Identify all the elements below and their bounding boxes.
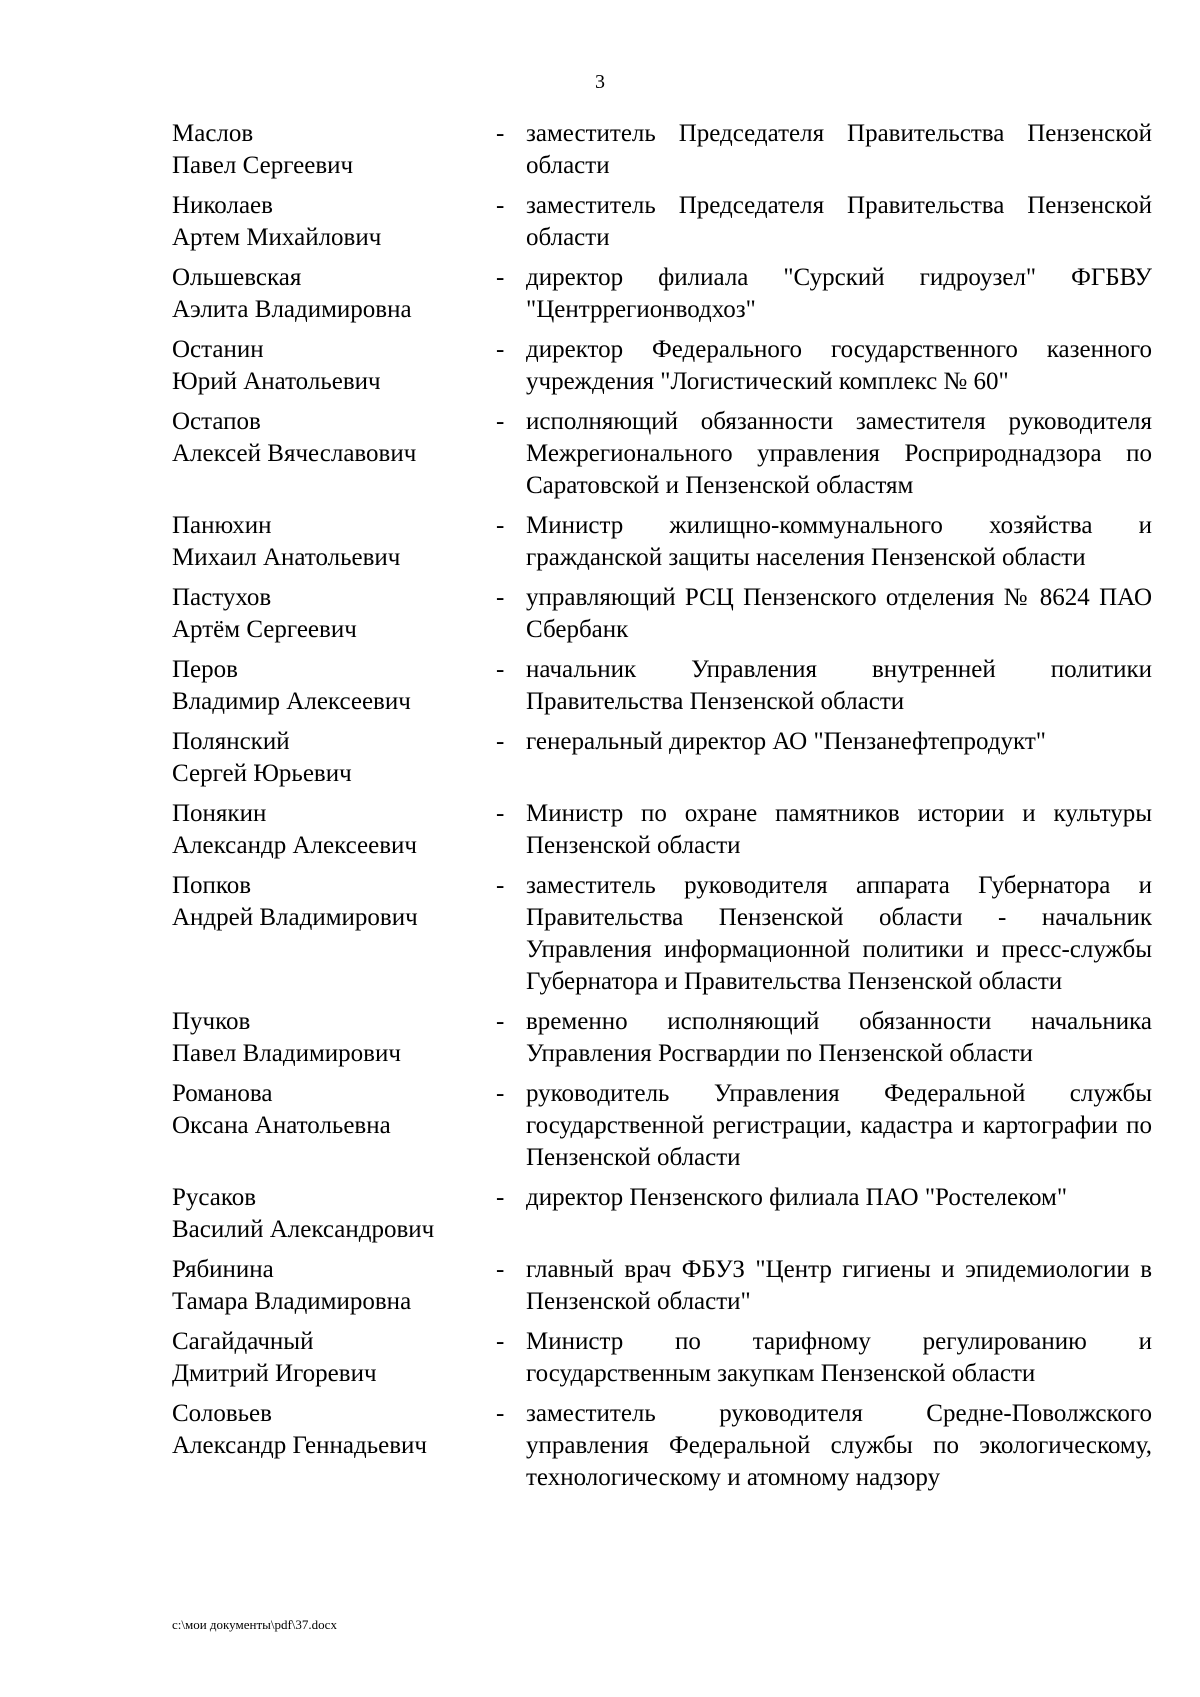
separator-dash: - (496, 872, 505, 899)
member-surname: Маслов (172, 120, 254, 147)
member-row (172, 582, 1152, 646)
member-row (172, 334, 1152, 398)
member-name (172, 654, 496, 718)
member-given-name: Александр Алексеевич (172, 832, 417, 859)
member-surname: Сагайдачный (172, 1328, 314, 1355)
member-row (172, 118, 1152, 182)
member-given-name: Василий Александрович (172, 1216, 435, 1243)
member-given-name: Михаил Анатольевич (172, 544, 401, 571)
member-given-name: Владимир Алексеевич (172, 688, 411, 715)
member-surname: Николаев (172, 192, 273, 219)
member-row (172, 1326, 1152, 1390)
member-row (172, 726, 1152, 790)
member-given-name: Александр Геннадьевич (172, 1432, 427, 1459)
separator-dash: - (496, 264, 505, 291)
member-surname: Полянский (172, 728, 290, 755)
member-row (172, 262, 1152, 326)
member-name (172, 510, 496, 574)
member-role: управляющий РСЦ Пензенского отделения № 8624 ПАО Сбербанк (526, 584, 1152, 643)
member-role: начальник Управления внутренней политики Правительства Пензенской области (526, 656, 1152, 715)
separator-dash: - (496, 1400, 505, 1427)
page-number: 3 (595, 71, 605, 93)
separator-dash: - (496, 1328, 505, 1355)
separator-dash: - (496, 1256, 505, 1283)
member-surname: Ольшевская (172, 264, 302, 291)
member-given-name: Павел Сергеевич (172, 152, 354, 179)
separator-dash: - (496, 408, 505, 435)
separator-dash: - (496, 336, 505, 363)
member-name (172, 726, 496, 790)
member-given-name: Сергей Юрьевич (172, 760, 352, 787)
separator-dash: - (496, 1184, 505, 1211)
separator-dash: - (496, 800, 505, 827)
members-list (172, 118, 1152, 1502)
member-name (172, 582, 496, 646)
member-name (172, 118, 496, 182)
member-role: директор Пензенского филиала ПАО "Ростелеком" (526, 1184, 1068, 1211)
member-role: главный врач ФБУЗ "Центр гигиены и эпидемиологии в Пензенской области" (526, 1256, 1152, 1315)
separator-dash: - (496, 656, 505, 683)
member-given-name: Аэлита Владимировна (172, 296, 412, 323)
member-role: исполняющий обязанности заместителя руководителя Межрегионального управления Росприроднадзора по Саратовской и Пензенской областям (526, 408, 1152, 499)
member-role: заместитель руководителя Средне-Поволжского управления Федеральной службы по экологическому, технологическому и атомному надзору (526, 1400, 1152, 1491)
member-row (172, 1182, 1152, 1246)
member-given-name: Андрей Владимирович (172, 904, 418, 931)
member-role: директор Федерального государственного казенного учреждения "Логистический комплекс № 60" (526, 336, 1152, 395)
member-surname: Романова (172, 1080, 273, 1107)
member-name (172, 1078, 496, 1174)
member-name (172, 334, 496, 398)
member-surname: Русаков (172, 1184, 257, 1211)
member-row (172, 1078, 1152, 1174)
member-role: руководитель Управления Федеральной службы государственной регистрации, кадастра и картографии по Пензенской области (526, 1080, 1152, 1171)
member-role: директор филиала "Сурский гидроузел" ФГБВУ "Центррегионводхоз" (526, 264, 1152, 323)
member-name (172, 1398, 496, 1494)
member-name (172, 1254, 496, 1318)
member-row (172, 1254, 1152, 1318)
member-row (172, 1006, 1152, 1070)
member-role: Министр жилищно-коммунального хозяйства и гражданской защиты населения Пензенской области (526, 512, 1152, 571)
member-row (172, 510, 1152, 574)
member-surname: Попков (172, 872, 252, 899)
member-row (172, 406, 1152, 502)
member-name (172, 1326, 496, 1390)
separator-dash: - (496, 192, 505, 219)
member-given-name: Павел Владимирович (172, 1040, 401, 1067)
member-row (172, 654, 1152, 718)
member-given-name: Оксана Анатольевна (172, 1112, 391, 1139)
member-surname: Остапов (172, 408, 261, 435)
member-given-name: Юрий Анатольевич (172, 368, 381, 395)
separator-dash: - (496, 584, 505, 611)
member-name (172, 1006, 496, 1070)
member-row (172, 1398, 1152, 1494)
separator-dash: - (496, 120, 505, 147)
member-role: временно исполняющий обязанности начальника Управления Росгвардии по Пензенской области (526, 1008, 1152, 1067)
member-row (172, 798, 1152, 862)
member-name (172, 190, 496, 254)
member-given-name: Алексей Вячеславович (172, 440, 417, 467)
member-name (172, 870, 496, 998)
member-given-name: Артём Сергеевич (172, 616, 357, 643)
member-given-name: Тамара Владимировна (172, 1288, 412, 1315)
member-role: Министр по тарифному регулированию и государственным закупкам Пензенской области (526, 1328, 1152, 1387)
member-given-name: Артем Михайлович (172, 224, 382, 251)
member-surname: Панюхин (172, 512, 272, 539)
member-row (172, 190, 1152, 254)
member-surname: Понякин (172, 800, 267, 827)
member-surname: Рябинина (172, 1256, 274, 1283)
separator-dash: - (496, 728, 505, 755)
member-row (172, 870, 1152, 998)
member-role: Министр по охране памятников истории и культуры Пензенской области (526, 800, 1152, 859)
member-surname: Соловьев (172, 1400, 272, 1427)
member-name (172, 798, 496, 862)
member-role: заместитель руководителя аппарата Губернатора и Правительства Пензенской области - начальник Управления информационной политики и пресс-службы Губернатора и Правительства Пензенской области (526, 872, 1152, 995)
member-name (172, 406, 496, 502)
member-name (172, 1182, 496, 1246)
member-name (172, 262, 496, 326)
member-surname: Перов (172, 656, 238, 683)
member-surname: Пучков (172, 1008, 251, 1035)
member-role: заместитель Председателя Правительства Пензенской области (526, 120, 1152, 179)
member-role: заместитель Председателя Правительства Пензенской области (526, 192, 1152, 251)
separator-dash: - (496, 1008, 505, 1035)
footer-file-path: c:\мои документы\pdf\37.docx (172, 1617, 337, 1632)
member-surname: Пастухов (172, 584, 272, 611)
member-role: генеральный директор АО "Пензанефтепродукт" (526, 728, 1046, 755)
member-surname: Останин (172, 336, 264, 363)
member-given-name: Дмитрий Игоревич (172, 1360, 377, 1387)
separator-dash: - (496, 512, 505, 539)
separator-dash: - (496, 1080, 505, 1107)
